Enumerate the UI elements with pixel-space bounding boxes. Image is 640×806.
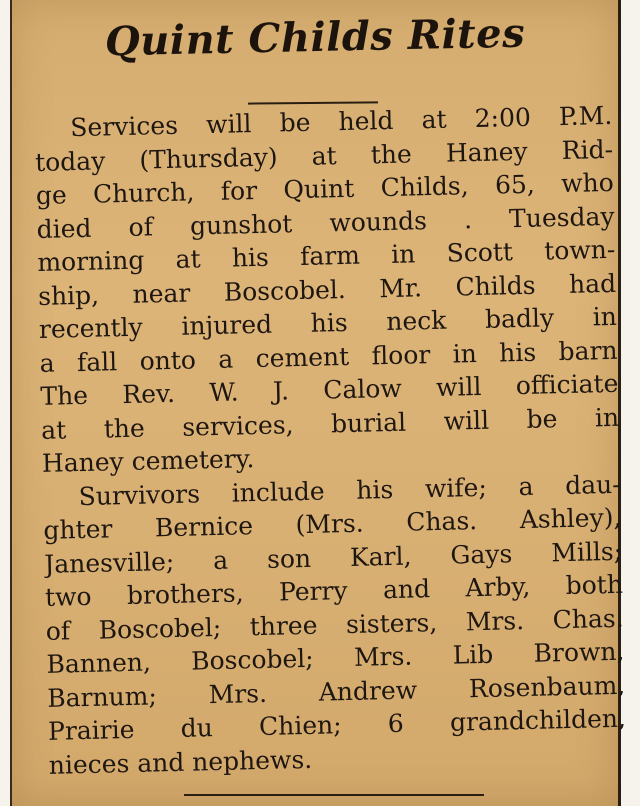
article-line: Barnum; Mrs. Andrew Rosenbaum, [46, 670, 626, 713]
paragraph-services [34, 99, 620, 481]
article-line: Prairie du Chien; 6 grandchilden, [47, 703, 627, 746]
article-line: Survivors include his wife; a dau- [78, 469, 621, 511]
article-line: Janesville; a son Karl, Gays Mills; [43, 536, 623, 579]
article-line: of Boscobel; three sisters, Mrs. Chas. [45, 603, 624, 646]
article-line: nieces and nephews. [48, 744, 313, 780]
article-line: Haney cemetery. [41, 444, 255, 478]
article-line: at the services, burial will be in [40, 402, 620, 445]
article-line: Services will be held at 2:00 P.M. [70, 100, 613, 143]
article-line: today (Thursday) at the Haney Rid- [34, 134, 614, 177]
article-line: The Rev. W. J. Calow will officiate [40, 368, 619, 411]
article-line: ge Church, for Quint Childs, 65, who [35, 167, 615, 210]
article-line: a fall onto a cement floor in his barn [39, 335, 618, 378]
paragraph-survivors [42, 467, 627, 782]
article-line: two brothers, Perry and Arby, both [44, 569, 624, 612]
article-line: morning at his farm in Scott town- [37, 234, 616, 277]
bottom-divider [184, 794, 484, 796]
article-line: Bannen, Boscobel; Mrs. Lib Brown, [46, 636, 625, 679]
article-line: ship, near Boscobel. Mr. Childs had [37, 268, 617, 311]
article-body [34, 99, 627, 782]
article-line: recently injured his neck badly in [38, 301, 618, 344]
newspaper-clipping [10, 0, 627, 806]
article-line: died of gunshot wounds . Tuesday [36, 201, 615, 244]
headline: Quint Childs Rites [104, 9, 526, 66]
article-line: ghter Bernice (Mrs. Chas. Ashley), [43, 502, 622, 545]
